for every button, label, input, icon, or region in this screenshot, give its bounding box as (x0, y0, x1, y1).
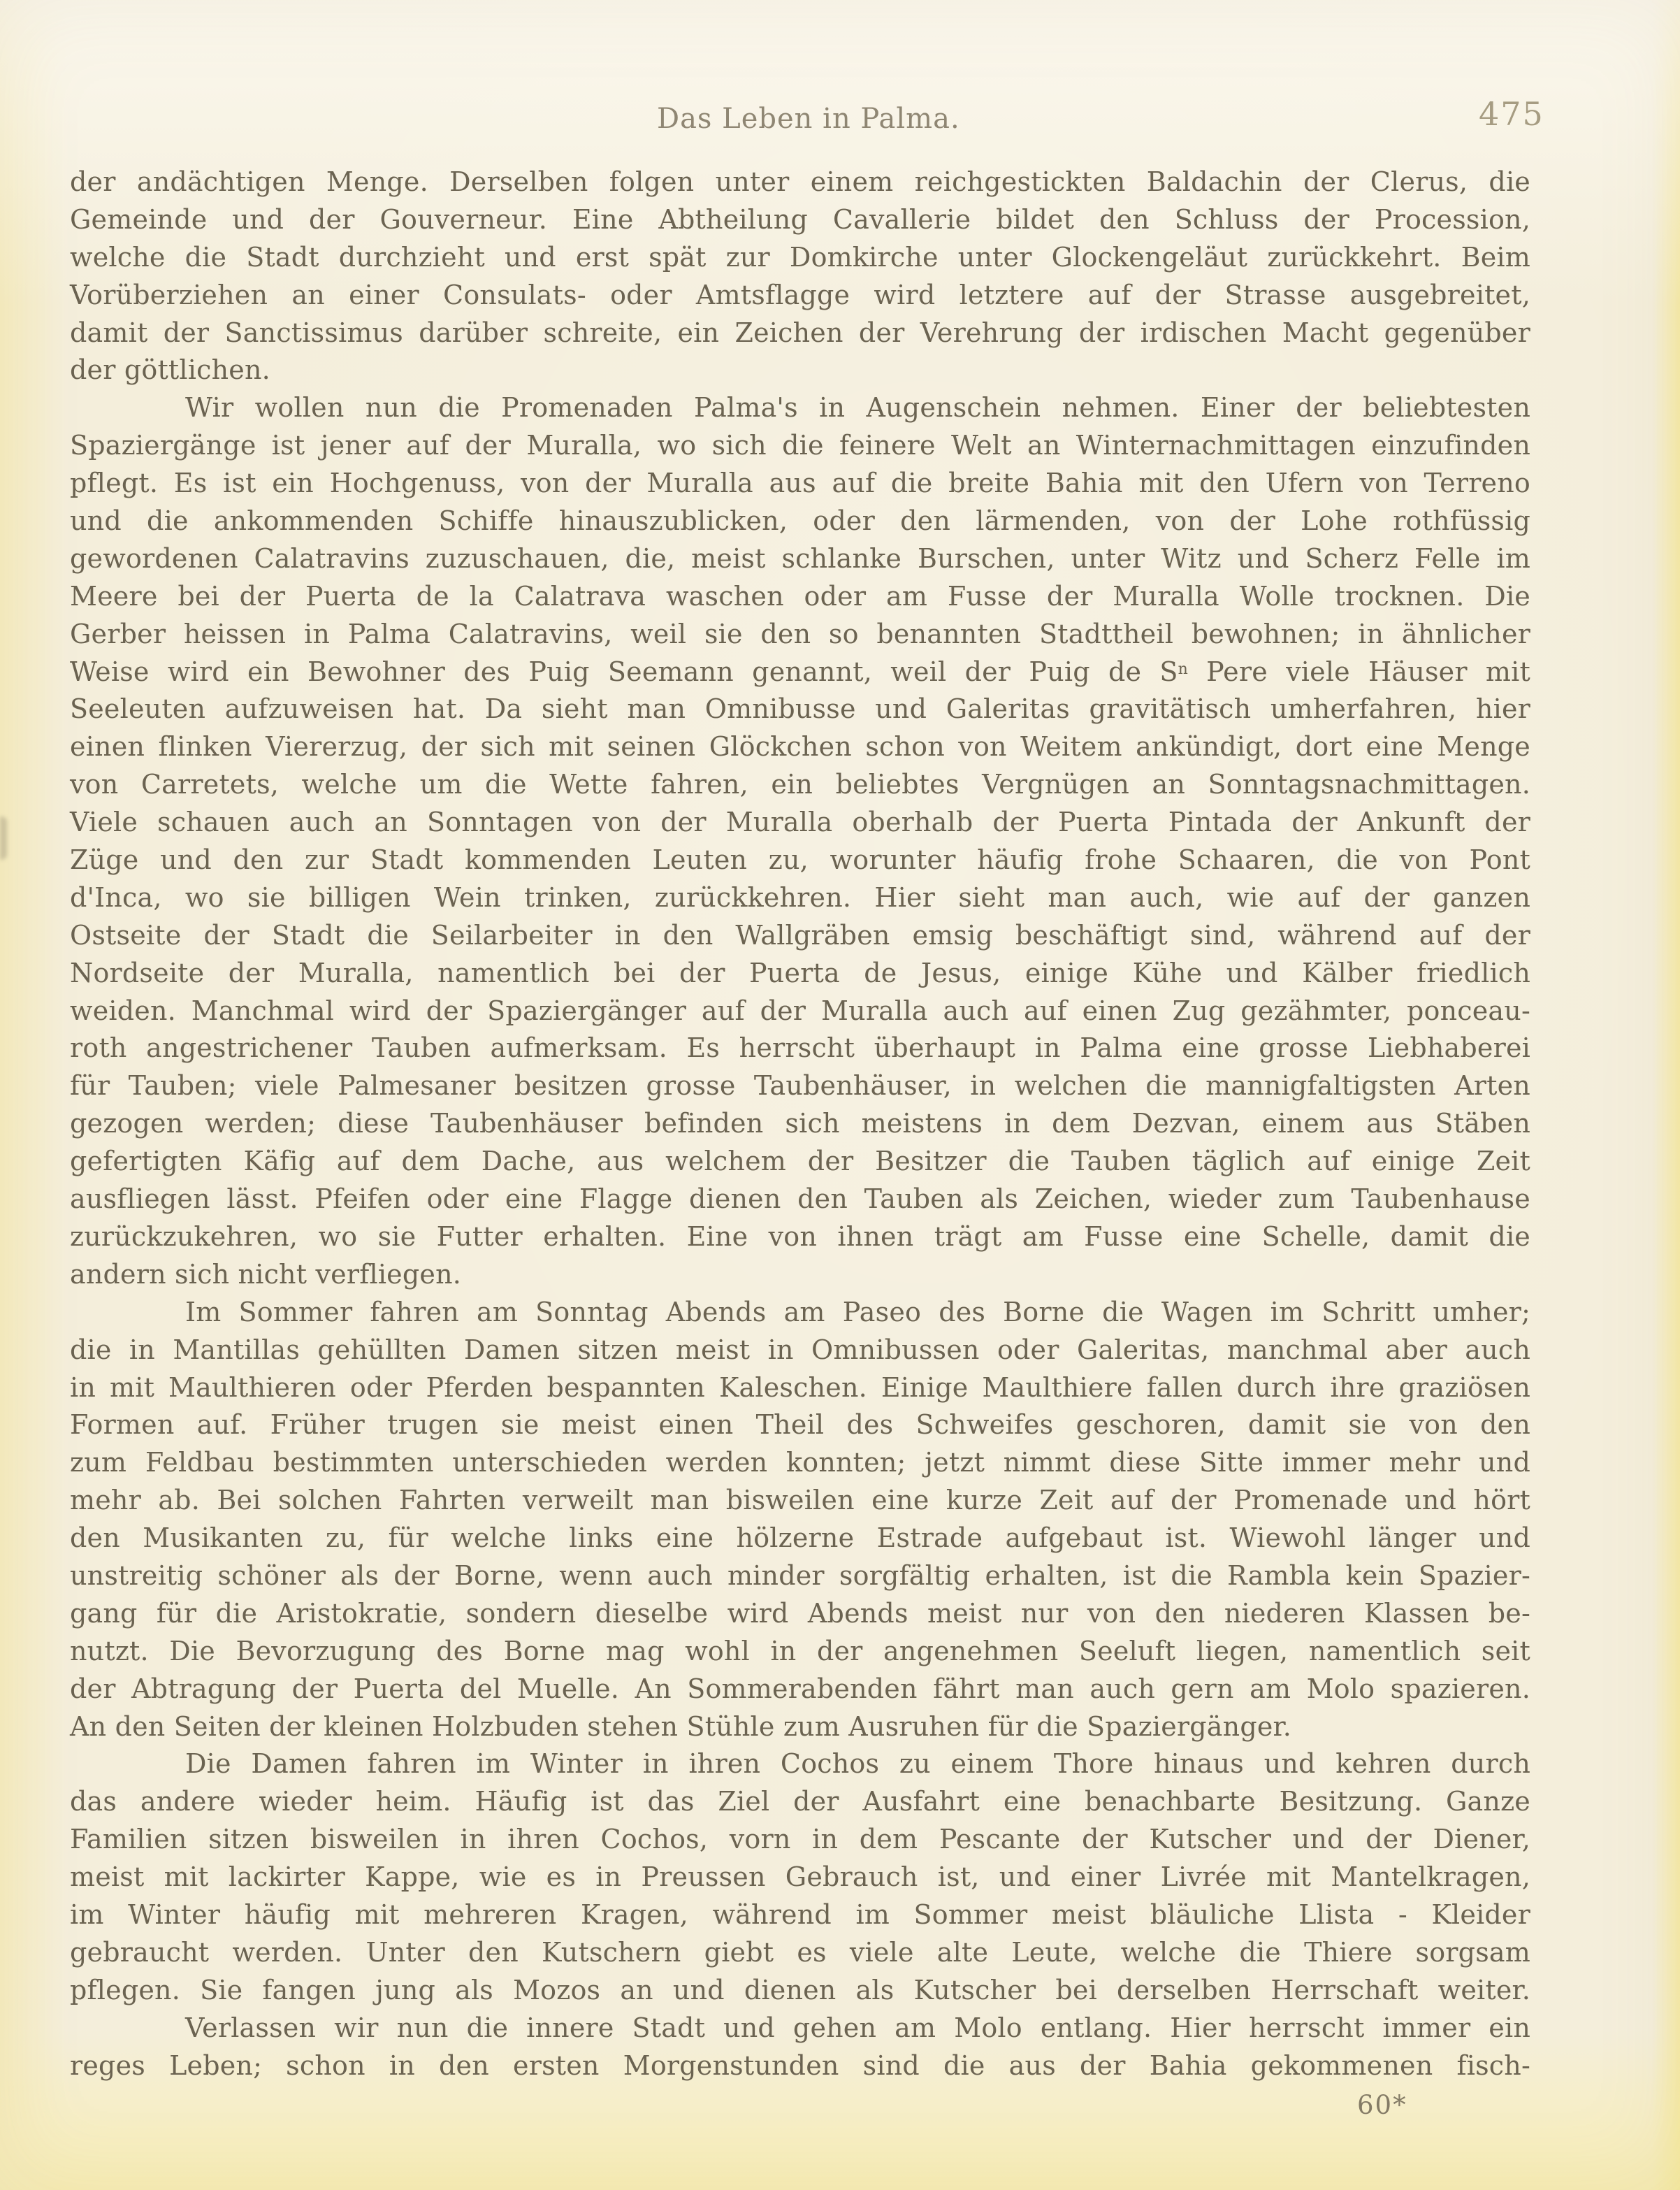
text-line: gefertigten Käfig auf dem Dache, aus welchem der Besitzer die Tauben täglich auf einige Zeit (70, 1146, 1530, 1177)
text-line: Im Sommer fahren am Sonntag Abends am Paseo des Borne die Wagen im Schritt umher; (185, 1296, 1530, 1327)
text-line: Spaziergänge ist jener auf der Muralla, wo sich die feinere Welt an Winternachmittagen einzufinden (70, 430, 1530, 461)
text-line: Züge und den zur Stadt kommenden Leuten zu, worunter häufig frohe Schaaren, die von Pont (70, 844, 1530, 876)
text-line: Gemeinde und der Gouverneur. Eine Abtheilung Cavallerie bildet den Schluss der Procession, (70, 203, 1530, 235)
text-line: Verlassen wir nun die innere Stadt und gehen am Molo entlang. Hier herrscht immer ein (185, 2012, 1530, 2043)
text-line: Vorüberziehen an einer Consulats- oder Amtsflagge wird letztere auf der Strasse ausgebreitet, (70, 279, 1530, 310)
text-line: gewordenen Calatravins zuzuschauen, die, meist schlanke Burschen, unter Witz und Scherz Felle im (70, 542, 1530, 574)
text-line: den Musikanten zu, für welche links eine hölzerne Estrade aufgebaut ist. Wiewohl länger und (70, 1522, 1530, 1554)
text-line: weiden. Manchmal wird der Spaziergänger auf der Muralla auch auf einen Zug gezähmter, ponceau- (70, 995, 1530, 1026)
text-line: zurückzukehren, wo sie Futter erhalten. Eine von ihnen trägt am Fusse eine Schelle, damit die (70, 1220, 1530, 1252)
text-line: Weise wird ein Bewohner des Puig Seemann genannt, weil der Puig de $S^n$ Pere viele Häuser mit (70, 656, 1530, 687)
text-line: d'Inca, wo sie billigen Wein trinken, zurückkehren. Hier sieht man auch, wie auf der ganzen (70, 881, 1530, 913)
text-line: zum Feldbau bestimmten unterschieden werden konnten; jetzt nimmt diese Sitte immer mehr und (70, 1447, 1530, 1478)
text-line: damit der Sanctissimus darüber schreite, ein Zeichen der Verehrung der irdischen Macht gegenüber (70, 317, 1530, 348)
text-line: gebraucht werden. Unter den Kutschern giebt es viele alte Leute, welche die Thiere sorgsam (70, 1936, 1530, 1968)
text-line: welche die Stadt durchzieht und erst spät zur Domkirche unter Glockengeläut zurückkehrt. Beim (70, 241, 1530, 273)
text-line: das andere wieder heim. Häufig ist das Ziel der Ausfahrt eine benachbarte Besitzung. Ganze (70, 1786, 1530, 1817)
superscript-n: n (1178, 660, 1188, 678)
text-line: der Abtragung der Puerta del Muelle. An Sommerabenden fährt man auch gern am Molo spazieren. (70, 1673, 1530, 1704)
text-line: Ostseite der Stadt die Seilarbeiter in den Wallgräben emsig beschäftigt sind, während auf der (70, 919, 1530, 951)
text-line: Nordseite der Muralla, namentlich bei der Puerta de Jesus, einige Kühe und Kälber friedlich (70, 957, 1530, 988)
text-line: roth angestrichener Tauben aufmerksam. Es herrscht überhaupt in Palma eine grosse Liebhaberei (70, 1032, 1530, 1064)
text-line: von Carretets, welche um die Wette fahren, ein beliebtes Vergnügen an Sonntagsnachmittagen. (70, 769, 1530, 800)
text-line: Wir wollen nun die Promenaden Palma's in Augenschein nehmen. Einer der beliebtesten (185, 392, 1530, 424)
text-line: gang für die Aristokratie, sondern dieselbe wird Abends meist nur von den niederen Klassen be- (70, 1597, 1530, 1629)
text-line: pflegt. Es ist ein Hochgenuss, von der Muralla aus auf die breite Bahia mit den Ufern von Terreno (70, 468, 1530, 499)
text-line: einen flinken Viererzug, der sich mit seinen Glöckchen schon von Weitem ankündigt, dort eine Menge (70, 731, 1530, 763)
text-line: Gerber heissen in Palma Calatravins, weil sie den so benannten Stadttheil bewohnen; in ähnlicher (70, 618, 1530, 649)
text-line: andern sich nicht verfliegen. (70, 1258, 462, 1290)
text-line: der andächtigen Menge. Derselben folgen unter einem reichgestickten Baldachin der Clerus, die (70, 166, 1530, 197)
text-line: Die Damen fahren im Winter in ihren Cochos zu einem Thore hinaus und kehren durch (185, 1748, 1530, 1780)
text-line: der göttlichen. (70, 354, 270, 386)
text-line: An den Seiten der kleinen Holzbuden stehen Stühle zum Ausruhen für die Spaziergänger. (70, 1710, 1292, 1742)
text-line: Formen auf. Früher trugen sie meist einen Theil des Schweifes geschoren, damit sie von den (70, 1409, 1530, 1441)
text-line: ausfliegen lässt. Pfeifen oder eine Flagge dienen den Tauben als Zeichen, wieder zum Taubenhause (70, 1183, 1530, 1215)
text-line: nutzt. Die Bevorzugung des Borne mag wohl in der angenehmen Seeluft liegen, namentlich seit (70, 1635, 1530, 1666)
text-line: Meere bei der Puerta de la Calatrava waschen oder am Fusse der Muralla Wolle trocknen. Die (70, 580, 1530, 612)
text-line: im Winter häufig mit mehreren Kragen, während im Sommer meist bläuliche Llista - Kleider (70, 1899, 1530, 1930)
text-line: in mit Maulthieren oder Pferden bespannten Kaleschen. Einige Maulthiere fallen durch ihre graziösen (70, 1371, 1530, 1403)
text-line: die in Mantillas gehüllten Damen sitzen meist in Omnibussen oder Galeritas, manchmal aber auch (70, 1334, 1530, 1365)
text-line: Familien sitzen bisweilen in ihren Cochos, vorn in dem Pescante der Kutscher und der Diener, (70, 1824, 1530, 1855)
text-line: gezogen werden; diese Taubenhäuser befinden sich meistens in dem Dezvan, einem aus Stäben (70, 1108, 1530, 1139)
text-line: Viele schauen auch an Sonntagen von der Muralla oberhalb der Puerta Pintada der Ankunft der (70, 807, 1530, 838)
signature-mark: 60* (1357, 2090, 1407, 2120)
text-line: reges Leben; schon in den ersten Morgenstunden sind die aus der Bahia gekommenen fisch- (70, 2049, 1530, 2081)
page-number: 475 (1479, 95, 1544, 133)
scan-edge-artifact (0, 816, 7, 860)
text-line: mehr ab. Bei solchen Fahrten verweilt man bisweilen eine kurze Zeit auf der Promenade und hört (70, 1485, 1530, 1516)
text-line: pflegen. Sie fangen jung als Mozos an und dienen als Kutscher bei derselben Herrschaft weiter. (70, 1974, 1530, 2005)
text-line: für Tauben; viele Palmesaner besitzen grosse Taubenhäuser, in welchen die mannigfaltigsten Arten (70, 1070, 1530, 1102)
running-title: Das Leben in Palma. (657, 103, 960, 135)
text-line: unstreitig schöner als der Borne, wenn auch minder sorgfältig erhalten, ist die Rambla kein Spazier- (70, 1559, 1530, 1591)
text-line: meist mit lackirter Kappe, wie es in Preussen Gebrauch ist, und einer Livrée mit Mantelkragen, (70, 1861, 1530, 1893)
body-text (70, 164, 1530, 2084)
text-line: Seeleuten aufzuweisen hat. Da sieht man Omnibusse und Galeritas gravitätisch umherfahren, hier (70, 693, 1530, 725)
text-line: und die ankommenden Schiffe hinauszublicken, oder den lärmenden, von der Lohe rothfüssig (70, 505, 1530, 537)
